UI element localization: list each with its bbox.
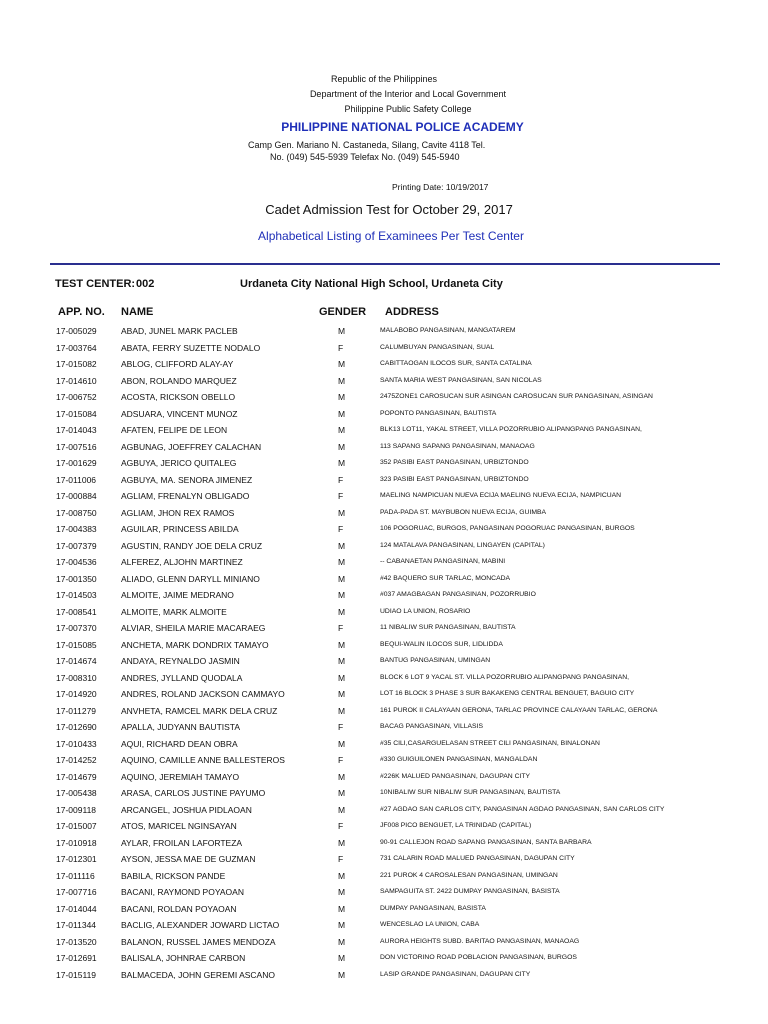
gender-cell: M: [338, 903, 346, 914]
gender-cell: M: [338, 590, 346, 600]
table-row: [0, 623, 768, 639]
gender-cell: F: [338, 491, 344, 501]
column-header-app-no: APP. NO.: [58, 306, 105, 318]
table-row: [0, 425, 768, 441]
gender-cell: M: [338, 887, 346, 897]
name-cell: AGLIAM, FRENALYN OBLIGADO: [121, 491, 250, 501]
address-cell: 731 CALARIN ROAD MALUED PANGASINAN, DAGUPAN CITY: [380, 855, 575, 862]
table-row: [0, 838, 768, 854]
gender-cell: M: [338, 557, 346, 567]
app-no-cell: 17-015082: [56, 359, 97, 369]
gender-cell: F: [338, 342, 344, 353]
app-no-cell: 17-010433: [56, 738, 97, 749]
address-cell: SANTA MARIA WEST PANGASINAN, SAN NICOLAS: [380, 376, 542, 384]
academy-address-2: No. (049) 545-5939 Telefax No. (049) 545-5940: [270, 152, 460, 162]
address-cell: DUMPAY PANGASINAN, BASISTA: [380, 904, 486, 912]
table-row: [0, 722, 768, 738]
table-row: [0, 574, 768, 590]
app-no-cell: 17-011279: [56, 705, 97, 716]
table-row: [0, 640, 768, 656]
address-cell: 106 POGORUAC, BURGOS, PANGASINAN POGORUAC PANGASINAN, BURGOS: [380, 525, 635, 532]
name-cell: AGBUYA, JERICO QUITALEG: [121, 458, 237, 468]
name-cell: ACOSTA, RICKSON OBELLO: [121, 392, 236, 402]
gender-cell: F: [338, 623, 344, 633]
name-cell: AGLIAM, JHON REX RAMOS: [121, 507, 235, 518]
address-cell: #42 BAQUERO SUR TARLAC, MONCADA: [380, 574, 511, 582]
app-no-cell: 17-014674: [56, 656, 97, 666]
header-college: Philippine Public Safety College: [344, 104, 472, 114]
table-row: [0, 607, 768, 623]
app-no-cell: 17-012301: [56, 854, 97, 864]
table-row: [0, 343, 768, 359]
gender-cell: M: [338, 392, 346, 402]
app-no-cell: 17-007379: [56, 540, 97, 551]
table-row: [0, 508, 768, 524]
name-cell: AGBUYA, MA. SENORA JIMENEZ: [121, 474, 253, 485]
address-cell: PADA-PADA ST. MAYBUBON NUEVA ECIJA, GUIMBA: [380, 508, 547, 516]
address-cell: BEQUI-WALIN ILOCOS SUR, LIDLIDDA: [380, 640, 503, 648]
name-cell: AYSON, JESSA MAE DE GUZMAN: [121, 854, 256, 864]
name-cell: ABATA, FERRY SUZETTE NODALO: [121, 342, 261, 353]
table-row: [0, 409, 768, 425]
address-cell: CALUMBUYAN PANGASINAN, SUAL: [380, 343, 495, 351]
gender-cell: M: [338, 920, 346, 930]
gender-cell: M: [338, 573, 346, 584]
address-cell: 2475ZONE1 CAROSUCAN SUR ASINGAN CAROSUCAN SUR PANGASINAN, ASINGAN: [380, 393, 653, 400]
name-cell: ALFEREZ, ALJOHN MARTINEZ: [121, 557, 243, 567]
app-no-cell: 17-012690: [56, 722, 97, 732]
name-cell: AYLAR, FROILAN LAFORTEZA: [121, 837, 243, 848]
name-cell: BACLIG, ALEXANDER JOWARD LICTAO: [121, 920, 280, 930]
gender-cell: M: [338, 507, 346, 518]
listing-title: Alphabetical Listing of Examinees Per Test Center: [258, 229, 524, 243]
app-no-cell: 17-014920: [56, 689, 97, 699]
address-cell: SAMPAGUITA ST. 2422 DUMPAY PANGASINAN, BASISTA: [380, 888, 560, 895]
table-row: [0, 442, 768, 458]
table-row: [0, 458, 768, 474]
name-cell: AQUINO, JEREMIAH TAMAYO: [121, 771, 240, 782]
name-cell: APALLA, JUDYANN BAUTISTA: [121, 722, 241, 732]
table-row: [0, 376, 768, 392]
name-cell: ATOS, MARICEL NGINSAYAN: [121, 821, 237, 831]
address-cell: LOT 16 BLOCK 3 PHASE 3 SUR BAKAKENG CENTRAL BENGUET, BAGUIO CITY: [380, 690, 635, 697]
gender-cell: F: [338, 755, 344, 765]
name-cell: ANCHETA, MARK DONDRIX TAMAYO: [121, 639, 269, 650]
table-row: [0, 739, 768, 755]
table-row: [0, 821, 768, 837]
address-cell: BANTUG PANGASINAN, UMINGAN: [380, 657, 491, 664]
app-no-cell: 17-015007: [56, 821, 97, 831]
app-no-cell: 17-007370: [56, 623, 97, 633]
app-no-cell: 17-009118: [56, 804, 97, 815]
address-cell: 10NIBALIW SUR NIBALIW SUR PANGASINAN, BAUTISTA: [380, 789, 561, 796]
table-row: [0, 937, 768, 953]
gender-cell: M: [338, 788, 346, 798]
address-cell: #27 AGDAO SAN CARLOS CITY, PANGASINAN AGDAO PANGASINAN, SAN CARLOS CITY: [380, 805, 665, 813]
gender-cell: M: [338, 870, 346, 881]
table-row: [0, 788, 768, 804]
gender-cell: M: [338, 540, 346, 551]
name-cell: ANDRES, JYLLAND QUODALA: [121, 672, 243, 683]
test-center-code: 002: [136, 278, 155, 290]
name-cell: BACANI, RAYMOND POYAOAN: [121, 887, 244, 897]
name-cell: ALMOITE, JAIME MEDRANO: [121, 590, 234, 600]
name-cell: BALISALA, JOHNRAE CARBON: [121, 953, 246, 963]
gender-cell: M: [338, 656, 346, 666]
address-cell: #226K MALUED PANGASINAN, DAGUPAN CITY: [380, 772, 531, 780]
table-row: [0, 656, 768, 672]
name-cell: ANDRES, ROLAND JACKSON CAMMAYO: [121, 689, 285, 699]
address-cell: BLOCK 6 LOT 9 YACAL ST. VILLA POZORRUBIO ALIPANGPANG PANGASINAN,: [380, 673, 630, 681]
name-cell: ANVHETA, RAMCEL MARK DELA CRUZ: [121, 705, 278, 716]
address-cell: MALABOBO PANGASINAN, MANGATAREM: [380, 327, 516, 334]
address-cell: AURORA HEIGHTS SUBD. BARITAO PANGASINAN, MANAOAG: [380, 937, 580, 945]
app-no-cell: 17-006752: [56, 392, 97, 402]
table-row: [0, 755, 768, 771]
app-no-cell: 17-003764: [56, 342, 97, 353]
table-row: [0, 805, 768, 821]
address-cell: JF008 PICO BENGUET, LA TRINIDAD (CAPITAL): [380, 822, 532, 829]
app-no-cell: 17-007716: [56, 887, 97, 897]
printing-date: Printing Date: 10/19/2017: [392, 182, 489, 192]
address-cell: #037 AMAGBAGAN PANGASINAN, POZORRUBIO: [380, 591, 536, 598]
app-no-cell: 17-010918: [56, 837, 97, 848]
address-cell: DON VICTORINO ROAD POBLACION PANGASINAN, BURGOS: [380, 954, 577, 961]
app-no-cell: 17-005029: [56, 326, 97, 336]
test-center-name: Urdaneta City National High School, Urdaneta City: [240, 278, 503, 290]
app-no-cell: 17-014043: [56, 425, 97, 435]
gender-cell: F: [338, 821, 344, 831]
app-no-cell: 17-007516: [56, 441, 97, 452]
app-no-cell: 17-001629: [56, 458, 97, 468]
address-cell: 221 PUROK 4 CAROSALESAN PANGASINAN, UMINGAN: [380, 871, 558, 879]
table-row: [0, 689, 768, 705]
gender-cell: M: [338, 953, 346, 963]
table-row: [0, 887, 768, 903]
column-header-name: NAME: [121, 306, 154, 318]
name-cell: ARASA, CARLOS JUSTINE PAYUMO: [121, 788, 266, 798]
gender-cell: M: [338, 458, 346, 468]
table-row: [0, 475, 768, 491]
table-row: [0, 590, 768, 606]
test-title: Cadet Admission Test for October 29, 2017: [265, 202, 513, 217]
academy-title: PHILIPPINE NATIONAL POLICE ACADEMY: [281, 120, 524, 134]
app-no-cell: 17-015119: [56, 969, 97, 980]
name-cell: AQUINO, CAMILLE ANNE BALLESTEROS: [121, 755, 285, 765]
table-row: [0, 772, 768, 788]
address-cell: UDIAO LA UNION, ROSARIO: [380, 607, 471, 615]
app-no-cell: 17-015085: [56, 639, 97, 650]
name-cell: ABLOG, CLIFFORD ALAY-AY: [121, 359, 234, 369]
app-no-cell: 17-012691: [56, 953, 97, 963]
gender-cell: M: [338, 804, 346, 815]
app-no-cell: 17-004383: [56, 524, 97, 534]
app-no-cell: 17-014503: [56, 590, 97, 600]
table-row: [0, 557, 768, 573]
gender-cell: M: [338, 672, 346, 683]
gender-cell: M: [338, 738, 346, 749]
address-cell: BLK13 LOT11, YAKAL STREET, VILLA POZORRUBIO ALIPANGPANG PANGASINAN,: [380, 426, 642, 433]
address-cell: LASIP GRANDE PANGASINAN, DAGUPAN CITY: [380, 970, 531, 978]
column-header-address: ADDRESS: [385, 306, 439, 318]
name-cell: BACANI, ROLDAN POYAOAN: [121, 903, 237, 914]
app-no-cell: 17-008310: [56, 672, 97, 683]
app-no-cell: 17-004536: [56, 557, 97, 567]
gender-cell: M: [338, 359, 346, 369]
gender-cell: F: [338, 854, 344, 864]
table-row: [0, 541, 768, 557]
name-cell: ALVIAR, SHEILA MARIE MACARAEG: [121, 623, 266, 633]
gender-cell: M: [338, 969, 346, 980]
name-cell: AQUI, RICHARD DEAN OBRA: [121, 738, 238, 749]
header-republic: Republic of the Philippines: [330, 74, 438, 84]
gender-cell: M: [338, 408, 346, 419]
address-cell: MAELING NAMPICUAN NUEVA ECIJA MAELING NUEVA ECIJA, NAMPICUAN: [380, 492, 622, 499]
address-cell: 90-91 CALLEJON ROAD SAPANG PANGASINAN, SANTA BARBARA: [380, 838, 592, 846]
name-cell: AFATEN, FELIPE DE LEON: [121, 425, 228, 435]
address-cell: 323 PASIBI EAST PANGASINAN, URBIZTONDO: [380, 475, 529, 483]
column-header-gender: GENDER: [319, 306, 367, 318]
table-row: [0, 392, 768, 408]
name-cell: ALIADO, GLENN DARYLL MINIANO: [121, 573, 260, 584]
table-row: [0, 359, 768, 375]
academy-address-1: Camp Gen. Mariano N. Castaneda, Silang, Cavite 4118 Tel.: [248, 140, 486, 150]
address-cell: 11 NIBALIW SUR PANGASINAN, BAUTISTA: [380, 624, 516, 631]
table-row: [0, 970, 768, 986]
app-no-cell: 17-008750: [56, 507, 97, 518]
name-cell: ALMOITE, MARK ALMOITE: [121, 606, 227, 617]
gender-cell: M: [338, 606, 346, 617]
gender-cell: F: [338, 722, 344, 732]
app-no-cell: 17-011116: [56, 870, 95, 881]
table-row: [0, 904, 768, 920]
name-cell: BABILA, RICKSON PANDE: [121, 870, 226, 881]
name-cell: ANDAYA, REYNALDO JASMIN: [121, 656, 240, 666]
name-cell: AGUILAR, PRINCESS ABILDA: [121, 524, 239, 534]
gender-cell: M: [338, 837, 346, 848]
app-no-cell: 17-014610: [56, 375, 97, 386]
gender-cell: M: [338, 936, 346, 947]
app-no-cell: 17-014044: [56, 903, 97, 914]
address-cell: WENCESLAO LA UNION, CABA: [380, 921, 480, 928]
gender-cell: F: [338, 474, 344, 485]
gender-cell: M: [338, 441, 346, 452]
name-cell: BALANON, RUSSEL JAMES MENDOZA: [121, 936, 276, 947]
table-row: [0, 706, 768, 722]
table-row: [0, 920, 768, 936]
app-no-cell: 17-011006: [56, 474, 97, 485]
app-no-cell: 17-013520: [56, 936, 97, 947]
name-cell: BALMACEDA, JOHN GEREMI ASCANO: [121, 969, 275, 980]
app-no-cell: 17-005438: [56, 788, 97, 798]
app-no-cell: 17-001350: [56, 573, 97, 584]
name-cell: ABAD, JUNEL MARK PACLEB: [121, 326, 238, 336]
address-cell: -- CABANAETAN PANGASINAN, MABINI: [380, 558, 506, 565]
address-cell: CABITTAOGAN ILOCOS SUR, SANTA CATALINA: [380, 360, 532, 367]
app-no-cell: 17-015084: [56, 408, 97, 419]
table-row: [0, 953, 768, 969]
gender-cell: M: [338, 705, 346, 716]
test-center-label: TEST CENTER:: [55, 278, 136, 290]
header-department: Department of the Interior and Local Government: [309, 89, 507, 99]
table-row: [0, 871, 768, 887]
gender-cell: M: [338, 771, 346, 782]
gender-cell: M: [338, 639, 346, 650]
app-no-cell: 17-014679: [56, 771, 97, 782]
app-no-cell: 17-011344: [56, 920, 97, 930]
name-cell: ARCANGEL, JOSHUA PIDLAOAN: [121, 804, 252, 815]
address-cell: 124 MATALAVA PANGASINAN, LINGAYEN (CAPITAL): [380, 541, 545, 549]
name-cell: AGUSTIN, RANDY JOE DELA CRUZ: [121, 540, 263, 551]
name-cell: AGBUNAG, JOEFFREY CALACHAN: [121, 441, 262, 452]
address-cell: POPONTO PANGASINAN, BAUTISTA: [380, 409, 497, 417]
gender-cell: M: [338, 425, 346, 435]
gender-cell: M: [338, 326, 346, 336]
address-cell: 161 PUROK II CALAYAAN GERONA, TARLAC PROVINCE CALAYAAN TARLAC, GERONA: [380, 706, 658, 714]
gender-cell: M: [338, 689, 346, 699]
name-cell: ADSUARA, VINCENT MUNOZ: [121, 408, 238, 419]
table-row: [0, 491, 768, 507]
header-divider: [50, 263, 720, 265]
address-cell: #330 GUIGUILONEN PANGASINAN, MANGALDAN: [380, 756, 538, 763]
table-row: [0, 524, 768, 540]
table-row: [0, 326, 768, 342]
address-cell: 352 PASIBI EAST PANGASINAN, URBIZTONDO: [380, 459, 529, 466]
address-cell: BACAG PANGASINAN, VILLASIS: [380, 723, 483, 730]
gender-cell: M: [338, 375, 346, 386]
app-no-cell: 17-014252: [56, 755, 97, 765]
gender-cell: F: [338, 524, 344, 534]
name-cell: ABON, ROLANDO MARQUEZ: [121, 375, 237, 386]
address-cell: #35 CILI,CASARGUELASAN STREET CILI PANGASINAN, BINALONAN: [380, 739, 600, 747]
address-cell: 113 SAPANG SAPANG PANGASINAN, MANAOAG: [380, 442, 535, 450]
app-no-cell: 17-000884: [56, 491, 97, 501]
table-row: [0, 673, 768, 689]
table-row: [0, 854, 768, 870]
app-no-cell: 17-008541: [56, 606, 97, 617]
